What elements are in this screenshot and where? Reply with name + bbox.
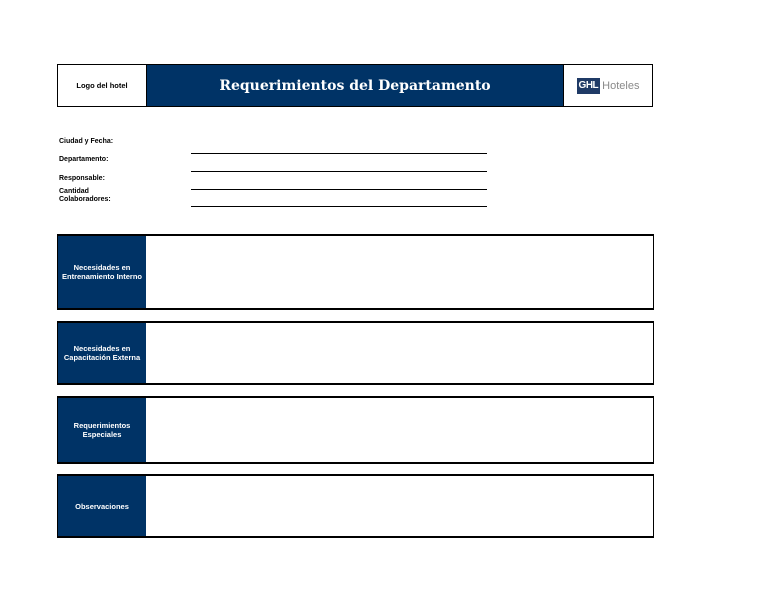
collaborators-count-field[interactable] [191, 206, 487, 207]
section-input-area[interactable] [146, 323, 653, 383]
department-field[interactable] [191, 171, 487, 172]
city-date-field[interactable] [191, 153, 487, 154]
document-header [57, 64, 653, 107]
section-input-area[interactable] [146, 398, 653, 462]
ghl-logo-text: Hoteles [602, 79, 640, 92]
page-title: Requerimientos del Departamento [147, 65, 563, 106]
section-external-training [57, 321, 654, 385]
section-input-area[interactable] [146, 476, 653, 536]
responsible-field[interactable] [191, 189, 487, 190]
responsible-label: Responsable: [59, 175, 105, 182]
department-label: Departamento: [59, 156, 109, 163]
section-internal-training [57, 234, 654, 310]
ghl-hoteles-logo [563, 65, 652, 106]
hotel-logo-placeholder: Logo del hotel [58, 65, 147, 106]
section-label: Necesidades en Capacitación Externa [58, 323, 146, 383]
ghl-logo-mark: GHL [577, 78, 601, 94]
section-observations [57, 474, 654, 538]
section-label: Observaciones [58, 476, 146, 536]
form-fields [59, 138, 499, 208]
section-label: Necesidades en Entrenamiento Interno [58, 236, 146, 308]
section-input-area[interactable] [146, 236, 653, 308]
city-date-label: Ciudad y Fecha: [59, 138, 114, 145]
section-special-requirements [57, 396, 654, 464]
section-label: Requerimientos Especiales [58, 398, 146, 462]
collaborators-count-label: Cantidad Colaboradores: [59, 188, 111, 203]
